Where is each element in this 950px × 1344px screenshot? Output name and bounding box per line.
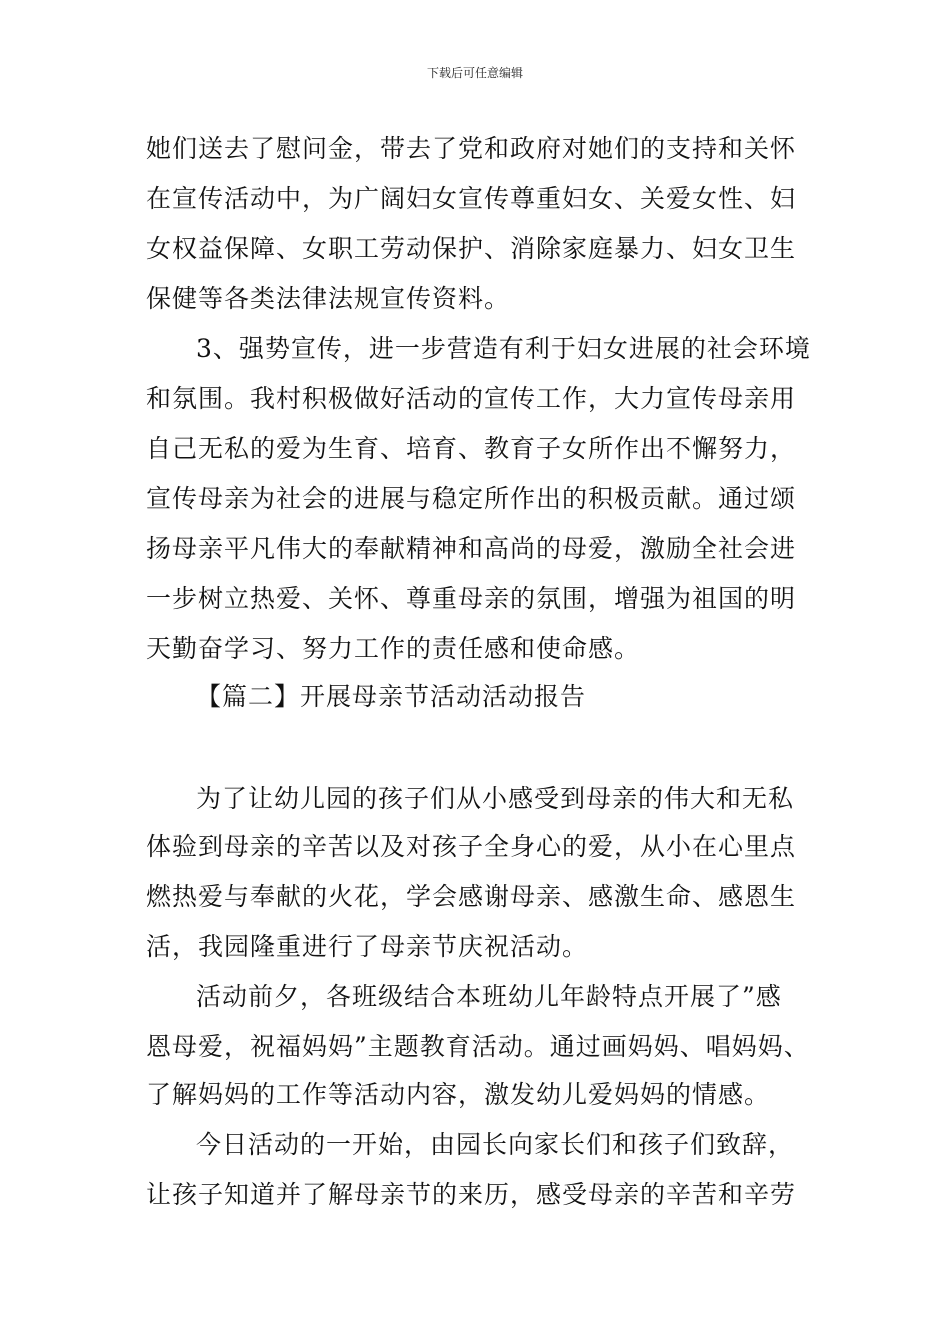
text-line: 一步树立热爱、关怀、尊重母亲的氛围，增强为祖国的明 xyxy=(146,584,797,613)
text-line: 体验到母亲的辛苦以及对孩子全身心的爱，从小在心里点 xyxy=(146,832,797,861)
page-header-note: 下载后可任意编辑 xyxy=(426,66,523,80)
text-line: 她们送去了慰问金，带去了党和政府对她们的支持和关怀 xyxy=(146,134,797,163)
paragraph-start-line: 3、强势宣传，进一步营造有利于妇女进展的社会环境 xyxy=(196,334,811,363)
text-line: 在宣传活动中，为广阔妇女宣传尊重妇女、关爱女性、妇 xyxy=(146,184,797,213)
text-line: 了解妈妈的工作等活动内容，激发幼儿爱妈妈的情感。 xyxy=(146,1080,771,1109)
text-line: 让孩子知道并了解母亲节的来历，感受母亲的辛苦和辛劳 xyxy=(146,1180,797,1209)
text-line: 和氛围。我村积极做好活动的宣传工作，大力宣传母亲用 xyxy=(146,384,797,413)
text-line: 燃热爱与奉献的火花，学会感谢母亲、感激生命、感恩生 xyxy=(146,882,797,911)
paragraph-start-line: 活动前夕，各班级结合本班幼儿年龄特点开展了”感 xyxy=(196,982,782,1011)
text-line: 保健等各类法律法规宣传资料。 xyxy=(146,284,511,313)
paragraph-start-line: 今日活动的一开始，由园长向家长们和孩子们致辞， xyxy=(196,1130,795,1159)
text-line: 活，我园隆重进行了母亲节庆祝活动。 xyxy=(146,932,589,961)
text-line: 自己无私的爱为生育、培育、教育子女所作出不懈努力， xyxy=(146,434,797,463)
text-line: 宣传母亲为社会的进展与稳定所作出的积极贡献。通过颂 xyxy=(146,484,797,513)
text-line: 扬母亲平凡伟大的奉献精神和高尚的母爱，激励全社会进 xyxy=(146,534,797,563)
paragraph-start-line: 为了让幼儿园的孩子们从小感受到母亲的伟大和无私 xyxy=(196,784,795,813)
text-line: 天勤奋学习、努力工作的责任感和使命感。 xyxy=(146,634,641,663)
section-heading: 【篇二】开展母亲节活动活动报告 xyxy=(196,682,587,711)
text-line: 女权益保障、女职工劳动保护、消除家庭暴力、妇女卫生 xyxy=(146,234,797,263)
text-line: 恩母爱，祝福妈妈”主题教育活动。通过画妈妈、唱妈妈、 xyxy=(146,1032,810,1061)
